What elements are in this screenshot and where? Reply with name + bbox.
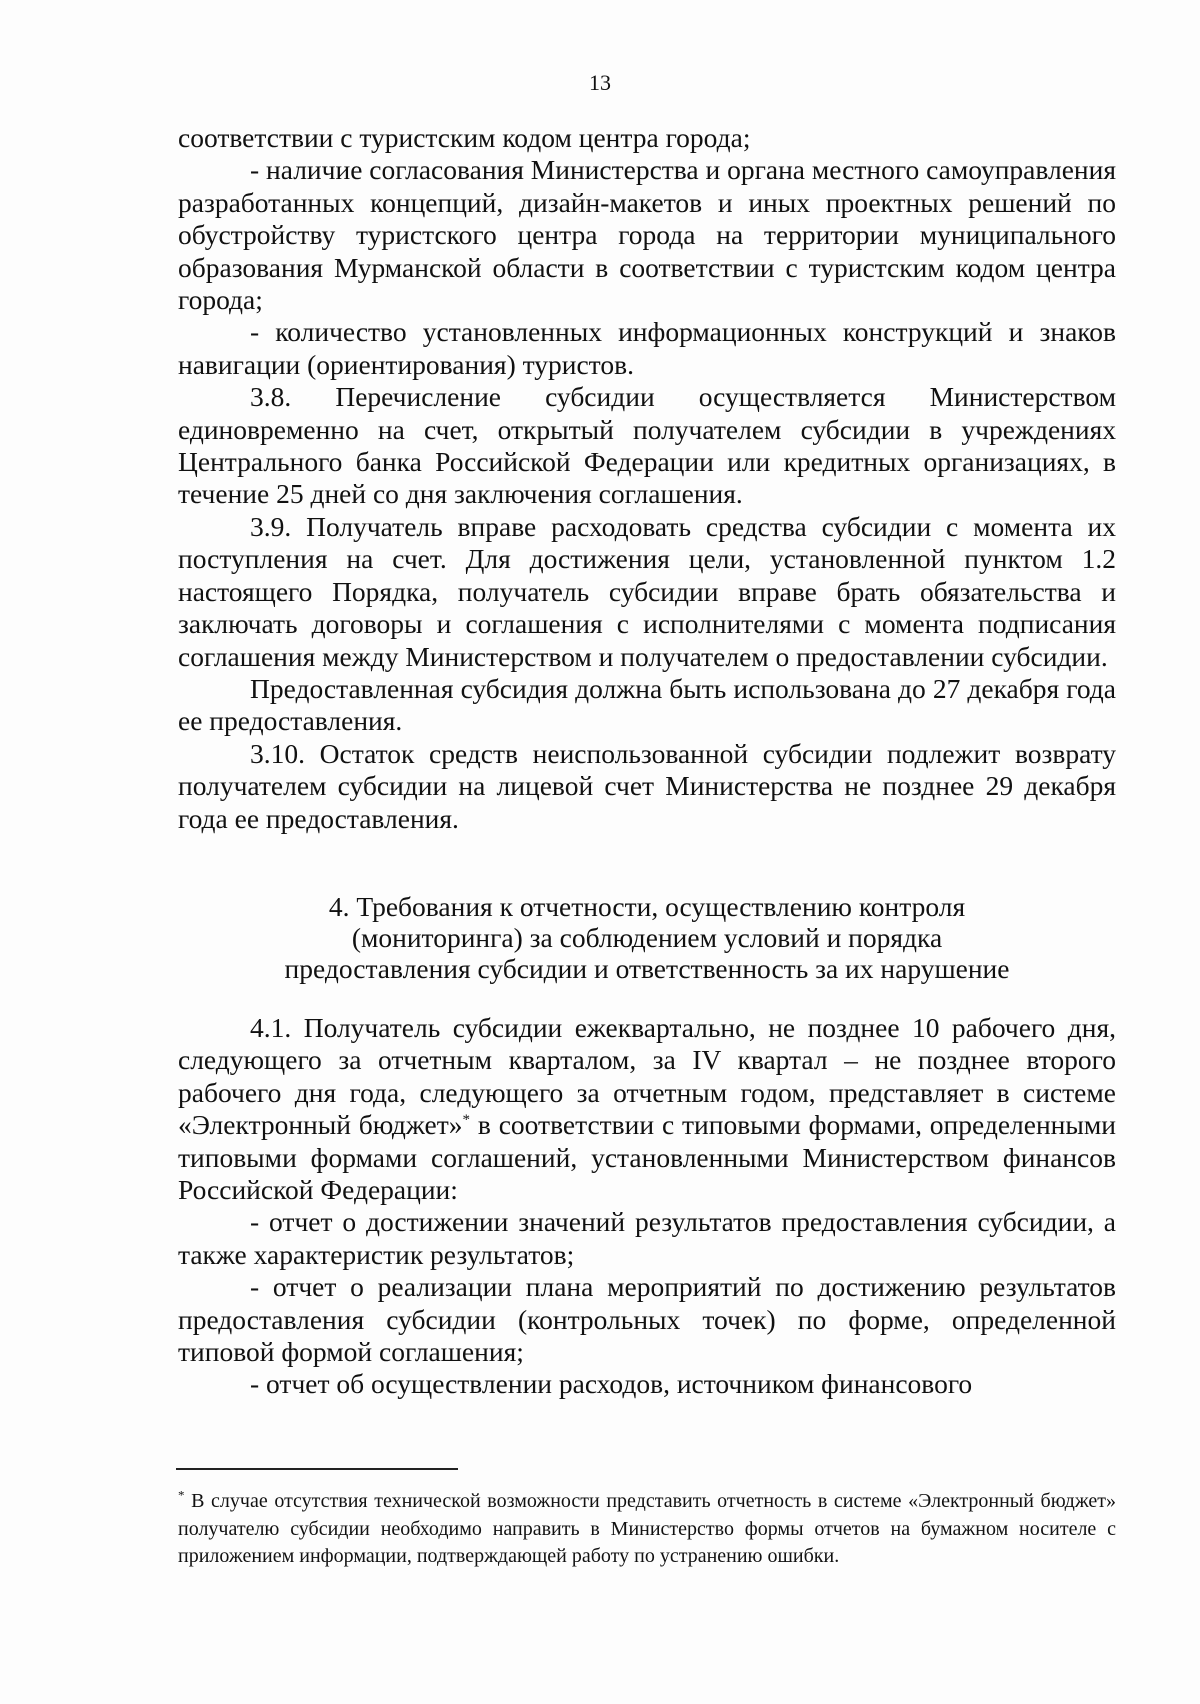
- footnote-text: В случае отсутствия технической возможности представить отчетность в системе «Электронный бюджет» получателю субсидии необходимо направить в Министерство формы отчетов на бумажном носителе с приложением информации, подтверждающей работу по устранению ошибки.: [178, 1490, 1116, 1567]
- paragraph-3-10: 3.10. Остаток средств неиспользованной субсидии подлежит возврату получателем субсидии на лицевой счет Министерства не позднее 29 декабря года ее предоставления.: [178, 737, 1116, 834]
- paragraph-report-results: - отчет о достижении значений результатов предоставления субсидии, а также характеристик результатов;: [178, 1206, 1116, 1270]
- paragraph-subsidy-deadline: Предоставленная субсидия должна быть использована до 27 декабря года ее предоставления.: [178, 672, 1116, 737]
- section-4-heading-line-3: предоставления субсидии и ответственность за их нарушение: [284, 952, 1010, 984]
- paragraph-approval-criterion: - наличие согласования Министерства и органа местного самоуправления разработанных концепций, дизайн-макетов и иных проектных решений по обустройству туристского центра города на территории муниципального образования Мурманской области в соответствии с туристским кодом центра города;: [178, 154, 1116, 316]
- section-4-heading-line-1: 4. Требования к отчетности, осуществлению контроля: [328, 890, 966, 922]
- paragraph-3-9: 3.9. Получатель вправе расходовать средства субсидии с момента их поступления на счет. Для достижения цели, установленной пунктом 1.2 настоящего Порядка, получатель субсидии вправе брать обязательства и заключать договоры и соглашения с исполнителями с момента подписания соглашения между Министерством и получателем о предоставлении субсидии.: [178, 510, 1116, 672]
- footnote: [178, 1488, 1116, 1571]
- paragraph-continuation: соответствии с туристским кодом центра города;: [178, 122, 751, 153]
- page-number: 13: [589, 70, 611, 95]
- paragraph-4-1: [178, 1012, 1116, 1206]
- paragraph-signage-criterion: - количество установленных информационных конструкций и знаков навигации (ориентирования) туристов.: [178, 316, 1116, 380]
- paragraph-3-8: 3.8. Перечисление субсидии осуществляется Министерством единовременно на счет, открытый получателем субсидии в учреждениях Центрального банка Российской Федерации или кредитных организациях, в течение 25 дней со дня заключения соглашения.: [178, 381, 1116, 510]
- paragraph-report-plan: - отчет о реализации плана мероприятий по достижению результатов предоставления субсидии (контрольных точек) по форме, определенной типовой формой соглашения;: [178, 1271, 1116, 1367]
- paragraph-report-expenses: - отчет об осуществлении расходов, источником финансового: [250, 1368, 973, 1400]
- footnote-divider: [176, 1468, 458, 1470]
- paragraph-4-1-start: 4.1. Получатель субсидии ежеквартально, не позднее 10 рабочего дня, следующего за отчетным кварталом, за IV квартал – не позднее второго рабочего дня года, следующего за отчетным годом, представляет в системе «Электронный бюджет»: [178, 1011, 1116, 1141]
- section-4-heading-line-2: (мониторинга) за соблюдением условий и порядка: [351, 921, 943, 953]
- paragraph-4-1-end: в соответствии с типовыми формами, определенными типовыми формами соглашений, установленными Министерством финансов Российской Федерации:: [178, 1109, 1116, 1205]
- section-4-heading: [178, 891, 1116, 984]
- footnote-reference-marker[interactable]: *: [462, 1112, 471, 1128]
- document-body: [178, 122, 1116, 1401]
- footnote-marker: *: [178, 1487, 185, 1503]
